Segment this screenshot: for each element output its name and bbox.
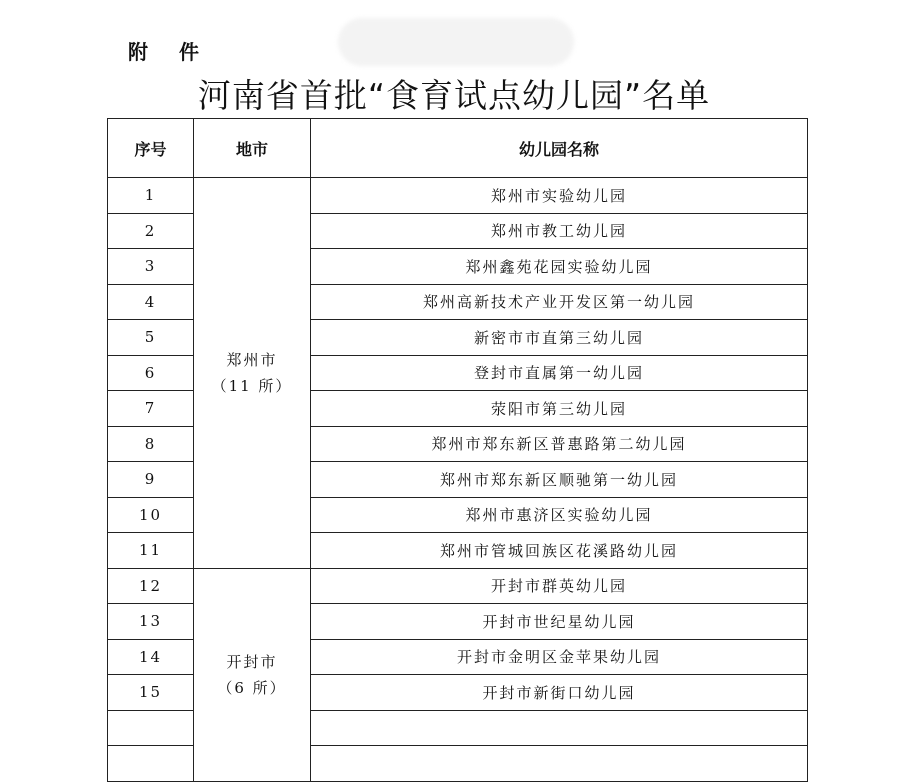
row-kindergarten-name: 郑州市实验幼儿园 [311, 178, 808, 214]
blurred-overlay [338, 18, 574, 66]
table-row [108, 178, 808, 214]
table-row [108, 568, 808, 604]
row-seq: 4 [108, 284, 194, 320]
row-seq: 11 [108, 533, 194, 569]
row-kindergarten-name: 新密市市直第三幼儿园 [311, 320, 808, 356]
row-kindergarten-name: 开封市金明区金苹果幼儿园 [311, 639, 808, 675]
row-kindergarten-name: 登封市直属第一幼儿园 [311, 355, 808, 391]
row-kindergarten-name [311, 710, 808, 746]
row-seq: 9 [108, 462, 194, 498]
header-seq: 序号 [108, 119, 194, 178]
city-count: （11 所） [211, 376, 293, 395]
row-kindergarten-name: 郑州市惠济区实验幼儿园 [311, 497, 808, 533]
row-kindergarten-name: 郑州市管城回族区花溪路幼儿园 [311, 533, 808, 569]
row-seq: 2 [108, 213, 194, 249]
row-seq: 14 [108, 639, 194, 675]
row-kindergarten-name: 郑州市郑东新区顺驰第一幼儿园 [311, 462, 808, 498]
row-seq: 7 [108, 391, 194, 427]
city-cell-kaifeng [194, 568, 311, 781]
row-kindergarten-name: 郑州市教工幼儿园 [311, 213, 808, 249]
row-seq: 8 [108, 426, 194, 462]
attachment-label: 附 件 [128, 40, 211, 64]
row-seq: 3 [108, 249, 194, 285]
row-seq: 12 [108, 568, 194, 604]
row-seq: 10 [108, 497, 194, 533]
header-city: 地市 [194, 119, 311, 178]
row-seq [108, 746, 194, 782]
row-kindergarten-name: 郑州鑫苑花园实验幼儿园 [311, 249, 808, 285]
row-kindergarten-name: 开封市世纪星幼儿园 [311, 604, 808, 640]
row-kindergarten-name: 开封市新街口幼儿园 [311, 675, 808, 711]
row-kindergarten-name: 郑州高新技术产业开发区第一幼儿园 [311, 284, 808, 320]
city-name: 郑州市 [226, 350, 278, 369]
row-seq: 1 [108, 178, 194, 214]
city-cell-zhengzhou [194, 178, 311, 569]
row-kindergarten-name [311, 746, 808, 782]
row-kindergarten-name: 开封市群英幼儿园 [311, 568, 808, 604]
row-kindergarten-name: 郑州市郑东新区普惠路第二幼儿园 [311, 426, 808, 462]
row-seq: 6 [108, 355, 194, 391]
city-count: （6 所） [217, 678, 287, 697]
row-seq: 15 [108, 675, 194, 711]
row-seq: 5 [108, 320, 194, 356]
table-header-row [108, 119, 808, 178]
row-seq: 13 [108, 604, 194, 640]
city-name: 开封市 [226, 652, 278, 671]
row-seq [108, 710, 194, 746]
document-title: 河南省首批“食育试点幼儿园”名单 [197, 76, 711, 115]
kindergarten-table [107, 118, 808, 782]
row-kindergarten-name: 荥阳市第三幼儿园 [311, 391, 808, 427]
header-name: 幼儿园名称 [311, 119, 808, 178]
